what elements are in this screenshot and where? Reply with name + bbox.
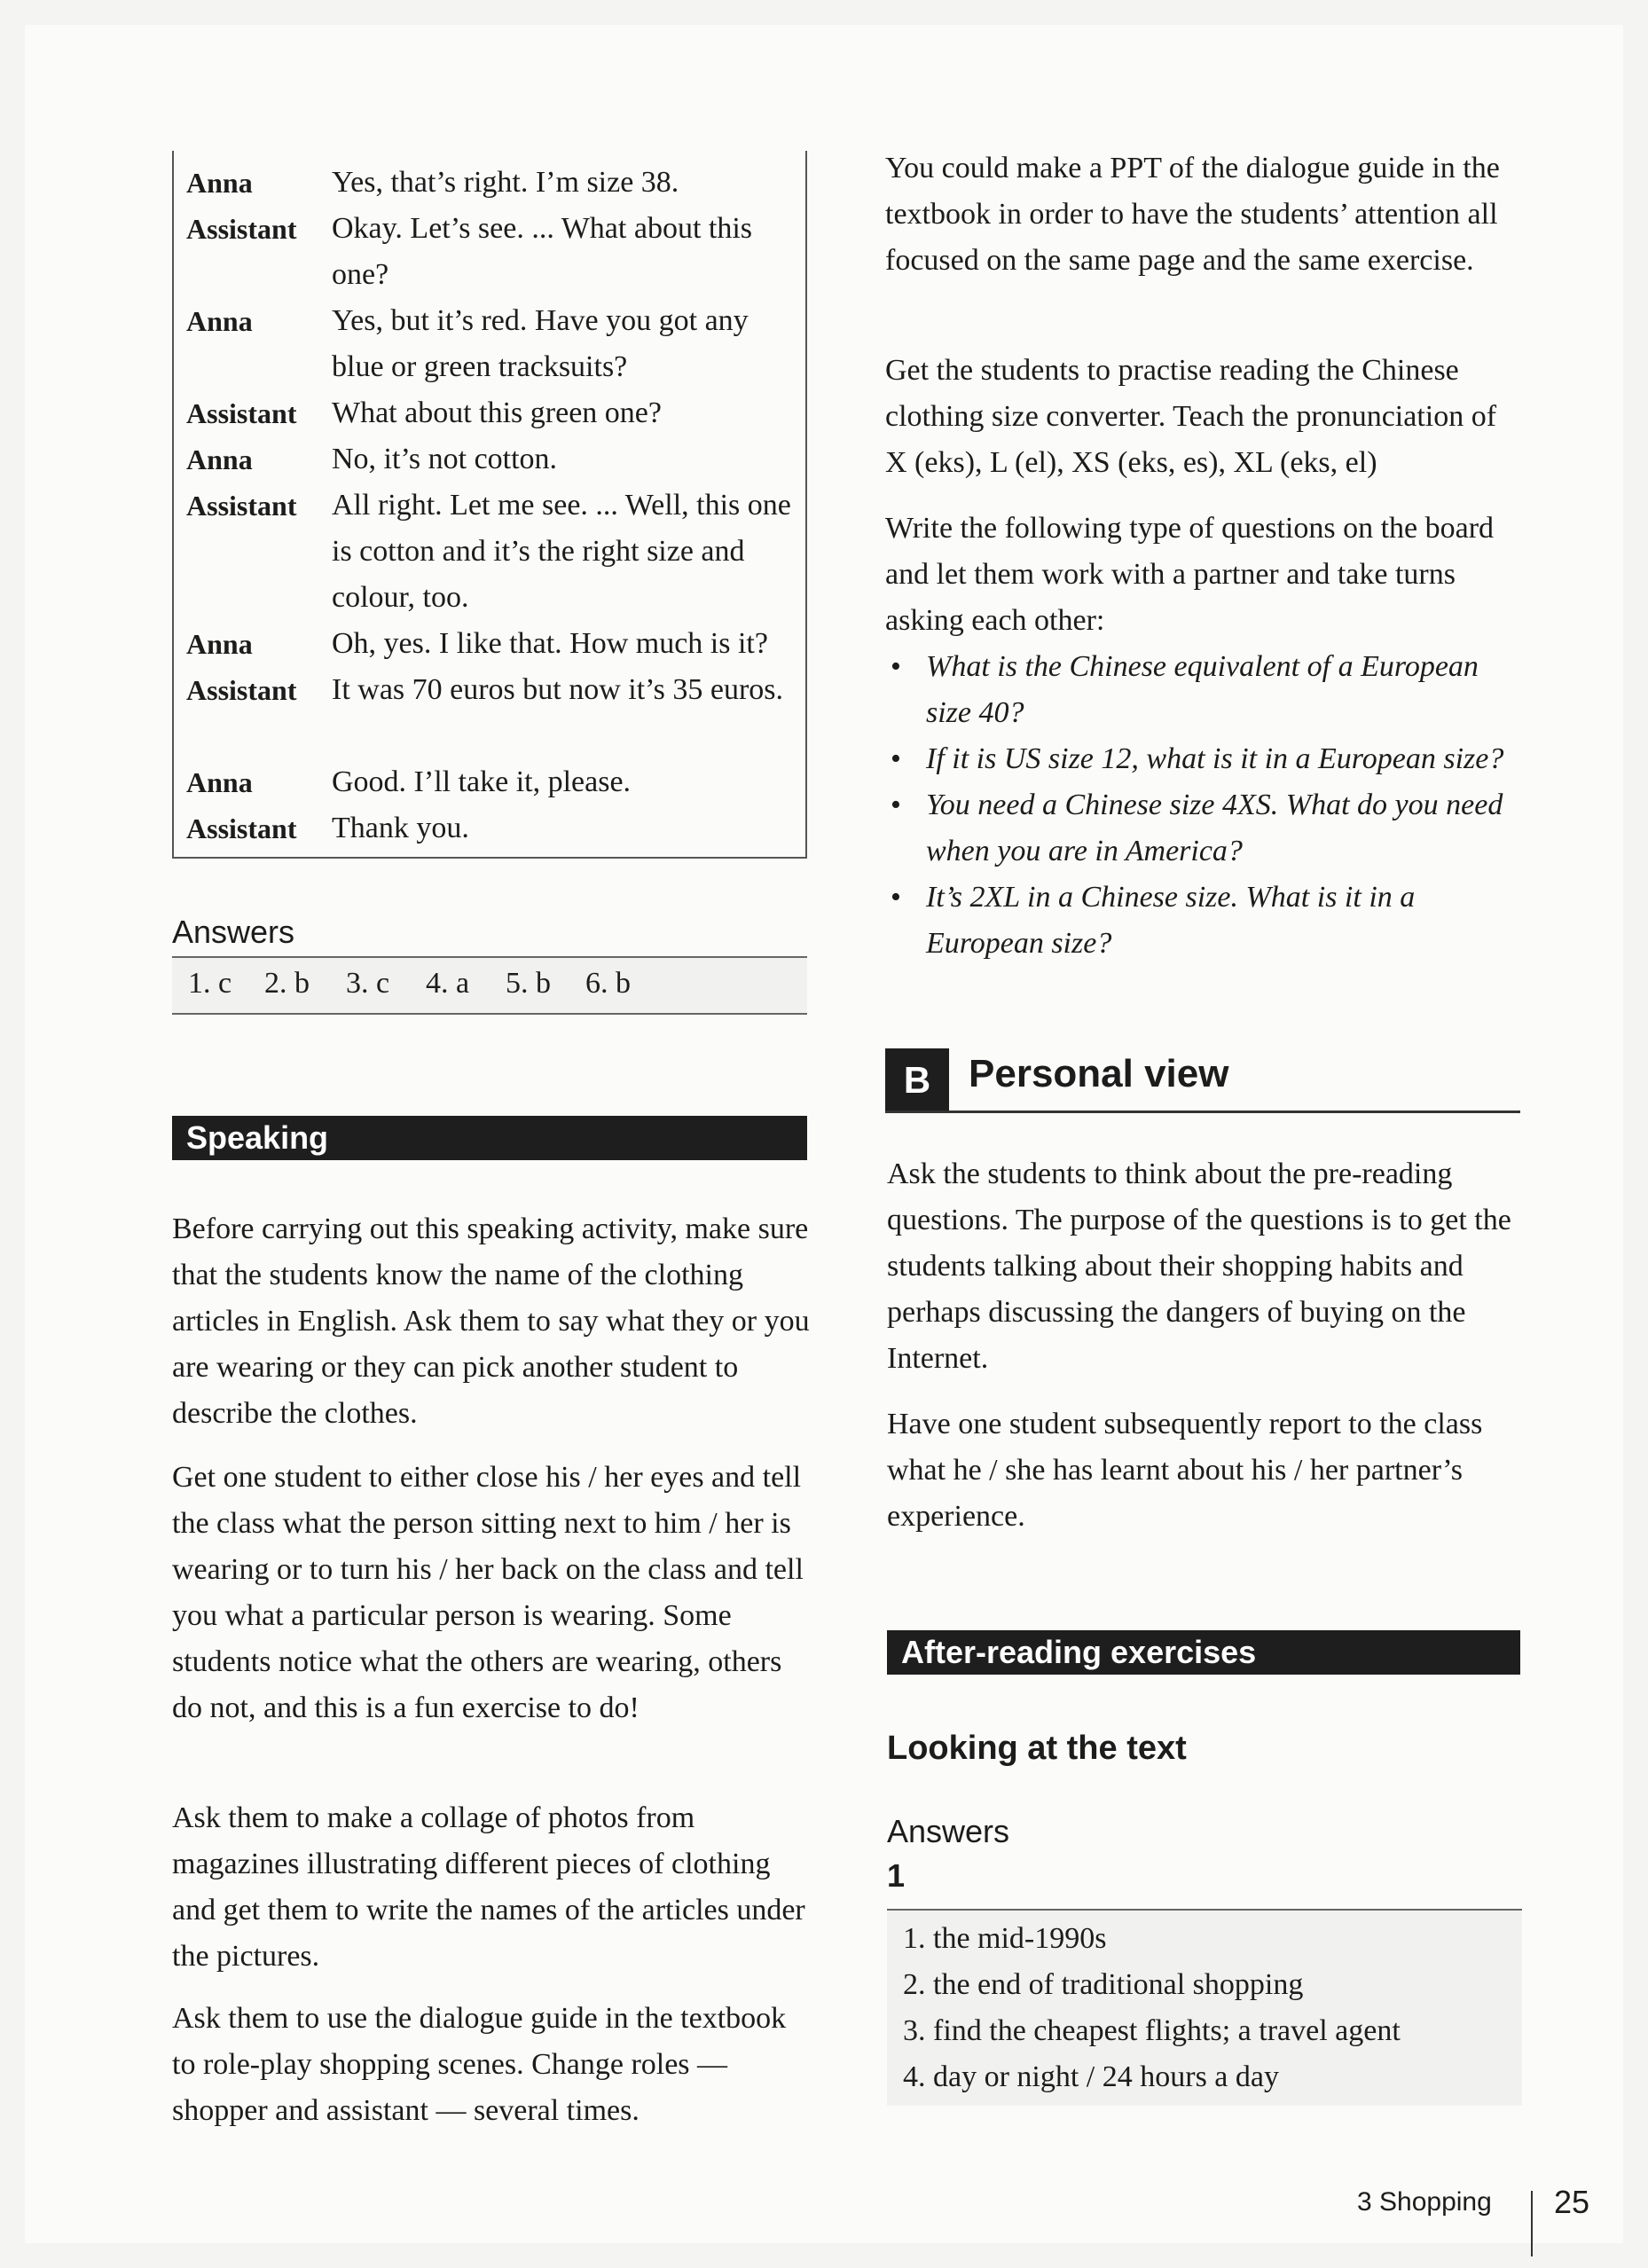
dialogue-line: All right. Let me see. ... Well, this one is cotton and it’s the right size and colour, too. xyxy=(332,489,791,614)
dialogue-line: Yes, but it’s red. Have you got any blue or green tracksuits? xyxy=(332,304,749,383)
heading-rule xyxy=(885,1110,1520,1113)
dialogue-speaker: Anna xyxy=(186,628,253,660)
speaking-heading: Speaking xyxy=(172,1116,807,1160)
answer-item: 4. day or night / 24 hours a day xyxy=(903,2060,1279,2093)
answer-item: 5. b xyxy=(506,967,551,1000)
answer-item: 1. c xyxy=(188,967,232,1000)
dialogue-line: Good. I’ll take it, please. xyxy=(332,765,632,798)
answers-label: Answers xyxy=(887,1813,1010,1849)
answer-item: 1. the mid-1990s xyxy=(903,1922,1107,1955)
question-item: • What is the Chinese equivalent of a European size 40? xyxy=(891,650,1479,729)
dialogue-line: Yes, that’s right. I’m size 38. xyxy=(332,166,679,199)
answer-item: 3. c xyxy=(346,967,390,1000)
answer-item: 6. b xyxy=(585,967,631,1000)
dialogue-speaker: Anna xyxy=(186,305,253,337)
chapter-label: 3 Shopping xyxy=(1357,2187,1492,2217)
section-letter-badge: B xyxy=(885,1048,949,1112)
dialogue-line: Thank you. xyxy=(332,812,469,844)
dialogue-speaker: Assistant xyxy=(186,674,297,706)
question-item: • You need a Chinese size 4XS. What do you need when you are in America? xyxy=(891,789,1503,867)
dialogue-speaker: Assistant xyxy=(186,397,297,429)
right-paragraph: Write the following type of questions on the board and let them work with a partner and take turns asking each other: xyxy=(885,512,1495,637)
answer-item: 4. a xyxy=(426,967,470,1000)
dialogue-speaker: Assistant xyxy=(186,213,297,245)
answer-item: 3. find the cheapest flights; a travel agent xyxy=(903,2014,1401,2047)
dialogue-line: No, it’s not cotton. xyxy=(332,443,558,475)
question-list xyxy=(885,644,1524,967)
answer-item: 2. the end of traditional shopping xyxy=(903,1968,1304,2001)
dialogue-speaker: Anna xyxy=(186,766,253,798)
footer-divider xyxy=(1531,2191,1533,2256)
answers-box xyxy=(172,956,807,1015)
dialogue-speaker: Anna xyxy=(186,167,253,199)
speaking-paragraph: Ask them to use the dialogue guide in the textbook to role-play shopping scenes. Change roles — shopper and assistant — several times. xyxy=(172,2002,787,2127)
speaking-paragraph: Before carrying out this speaking activity, make sure that the students know the name of the clothing articles in English. Ask them to say what they or you are wearing or they can pick another student to describe the clothes. xyxy=(172,1212,810,1430)
personal-view-heading: Personal view xyxy=(969,1052,1229,1095)
page-number: 25 xyxy=(1554,2184,1590,2220)
answers-label: Answers xyxy=(172,914,295,950)
exercise-1-answers xyxy=(887,1909,1522,2106)
dialogue-speaker: Assistant xyxy=(186,490,297,522)
dialogue-speaker: Anna xyxy=(186,443,253,475)
personal-view-paragraph: Ask the students to think about the pre-reading questions. The purpose of the questions is to get the students talking about their shopping habits and perhaps discussing the dangers of buying on the Internet. xyxy=(887,1158,1511,1375)
exercise-number: 1 xyxy=(887,1857,906,1894)
dialogue-line: Okay. Let’s see. ... What about this one? xyxy=(332,212,753,291)
after-reading-heading: After-reading exercises xyxy=(887,1630,1520,1675)
right-paragraph: You could make a PPT of the dialogue guide in the textbook in order to have the students’ attention all focused on the same page and the same exercise. xyxy=(885,152,1500,277)
dialogue-line: What about this green one? xyxy=(332,396,662,429)
speaking-paragraph: Ask them to make a collage of photos from magazines illustrating different pieces of clothing and get them to write the names of the articles under the pictures. xyxy=(172,1801,805,1973)
personal-view-paragraph: Have one student subsequently report to the class what he / she has learnt about his / her partner’s experience. xyxy=(887,1408,1483,1533)
dialogue-line: Oh, yes. I like that. How much is it? xyxy=(332,627,768,660)
question-item: • It’s 2XL in a Chinese size. What is it in a European size? xyxy=(891,881,1416,960)
dialogue-speaker: Assistant xyxy=(186,812,297,844)
answer-item: 2. b xyxy=(264,967,310,1000)
dialogue-box xyxy=(172,151,807,859)
looking-at-text-heading: Looking at the text xyxy=(887,1730,1187,1767)
speaking-paragraph: Get one student to either close his / her eyes and tell the class what the person sitting next to him / her is wearing or to turn his / her back on the class and tell you what a particular person is wearing. Some students notice what the others are wearing, others do not, and this is a fun exercise to do! xyxy=(172,1461,804,1724)
dialogue-line: It was 70 euros but now it’s 35 euros. xyxy=(332,673,784,706)
right-paragraph: Get the students to practise reading the Chinese clothing size converter. Teach the pronunciation of X (eks), L (el), XS (eks, es), XL (eks, el) xyxy=(885,354,1497,479)
question-item: • If it is US size 12, what is it in a European size? xyxy=(891,742,1504,775)
